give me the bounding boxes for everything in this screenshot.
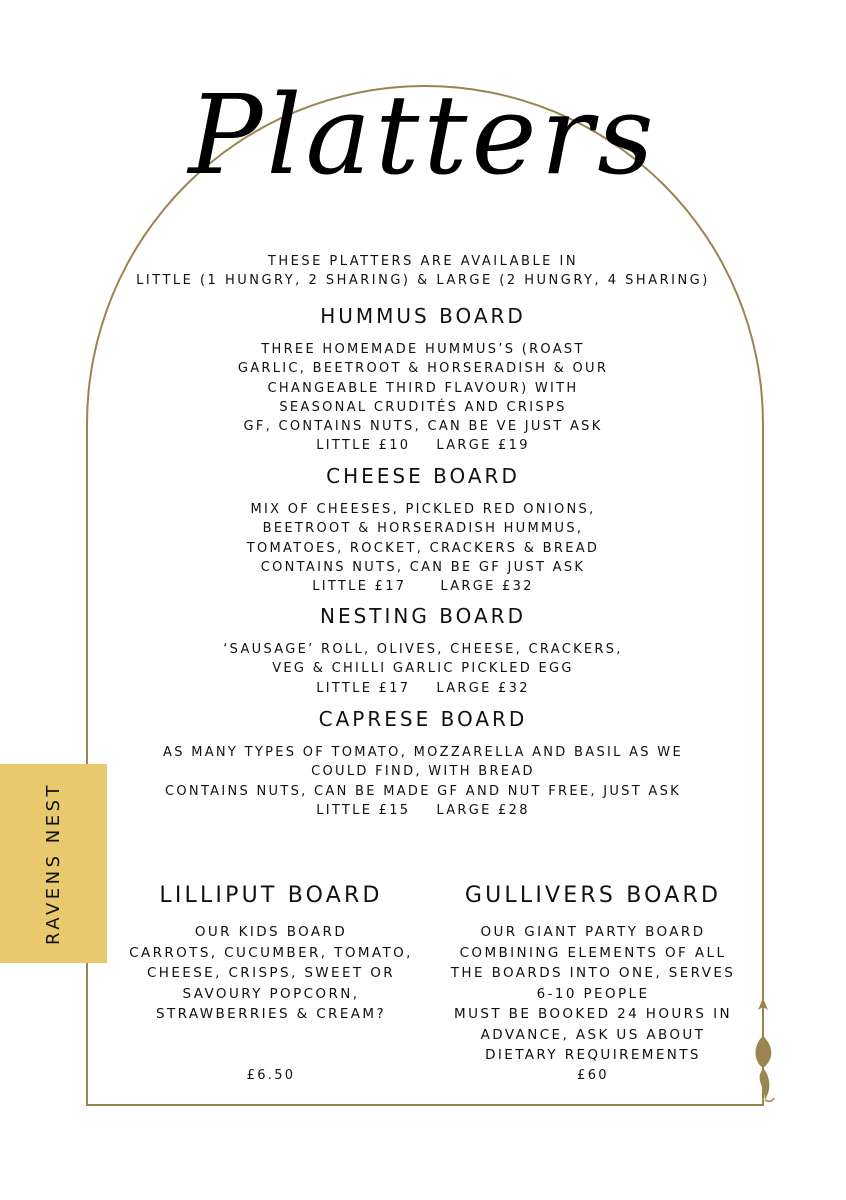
little-price: LITTLE £15	[316, 802, 411, 818]
nesting-board-heading: NESTING BOARD	[320, 604, 526, 628]
hummus-board-description	[110, 340, 736, 436]
hummus-board-heading: HUMMUS BOARD	[320, 304, 526, 328]
description-line: 6-10 PEOPLE	[536, 985, 650, 1002]
lilliput-board-description	[118, 922, 424, 1025]
gold-flourish-icon	[748, 996, 778, 1106]
lilliput-board-section	[118, 884, 424, 1025]
large-price: LARGE £32	[440, 579, 534, 595]
cheese-board-price	[110, 577, 736, 596]
description-line: CHANGEABLE THIRD FLAVOUR) WITH	[267, 380, 579, 396]
cheese-board-section	[110, 464, 736, 596]
hummus-board-section	[110, 304, 736, 456]
large-price: LARGE £32	[436, 680, 530, 696]
description-line: CONTAINS NUTS, CAN BE GF JUST ASK	[260, 559, 586, 575]
description-line: SEASONAL CRUDITÉS AND CRISPS	[279, 399, 567, 415]
description-line: MUST BE BOOKED 24 HOURS IN	[454, 1006, 732, 1022]
lilliput-board-price: £6.50	[246, 1068, 296, 1083]
cheese-board-description	[110, 500, 736, 577]
caprese-board-description	[90, 743, 756, 801]
page-title: Platters	[188, 71, 658, 199]
description-line: STRAWBERRIES & CREAM?	[155, 1006, 387, 1022]
description-line: VEG & CHILLI GARLIC PICKLED EGG	[272, 661, 574, 677]
cheese-board-heading: CHEESE BOARD	[326, 464, 520, 488]
caprese-board-section	[90, 707, 756, 820]
hummus-board-price	[110, 436, 736, 455]
description-line: TOMATOES, ROCKET, CRACKERS & BREAD	[246, 540, 600, 556]
description-line: ‘SAUSAGE’ ROLL, OLIVES, CHEESE, CRACKERS,	[223, 642, 623, 657]
description-line: SAVOURY POPCORN,	[182, 985, 360, 1002]
lilliput-board-heading: LILLIPUT BOARD	[159, 883, 383, 908]
nesting-board-description	[110, 640, 736, 679]
description-line: CONTAINS NUTS, CAN BE MADE GF AND NUT FREE, JUST ASK	[165, 783, 681, 799]
gullivers-board-section	[440, 884, 746, 1066]
description-line: MIX OF CHEESES, PICKLED RED ONIONS,	[250, 502, 596, 517]
description-line: CHEESE, CRISPS, SWEET OR	[146, 965, 396, 981]
intro-line-2: LITTLE (1 HUNGRY, 2 SHARING) & LARGE (2 HUNGRY, 4 SHARING)	[136, 273, 710, 288]
description-line: THREE HOMEMADE HUMMUS’S (ROAST	[261, 342, 585, 357]
nesting-board-price	[110, 679, 736, 698]
nesting-board-section	[110, 604, 736, 698]
description-line: BEETROOT & HORSERADISH HUMMUS,	[262, 521, 584, 537]
ravens-nest-tab	[0, 764, 107, 963]
description-line: CARROTS, CUCUMBER, TOMATO,	[129, 944, 413, 961]
description-line: GARLIC, BEETROOT & HORSERADISH & OUR	[237, 361, 609, 377]
little-price: LITTLE £17	[312, 579, 407, 595]
gullivers-board-price: £60	[577, 1068, 609, 1083]
little-price: LITTLE £17	[316, 680, 411, 696]
description-line: GF, CONTAINS NUTS, CAN BE VE JUST ASK	[243, 419, 603, 435]
little-price: LITTLE £10	[316, 438, 411, 454]
description-line: OUR GIANT PARTY BOARD	[480, 924, 706, 940]
caprese-board-price	[90, 801, 756, 820]
description-line: DIETARY REQUIREMENTS	[485, 1047, 701, 1063]
caprese-board-heading: CAPRESE BOARD	[318, 707, 528, 731]
intro-line-1: THESE PLATTERS ARE AVAILABLE IN	[267, 254, 579, 269]
large-price: LARGE £28	[436, 802, 530, 818]
description-line: THE BOARDS INTO ONE, SERVES	[450, 965, 736, 981]
description-line: ADVANCE, ASK US ABOUT	[480, 1026, 706, 1043]
large-price: LARGE £19	[436, 438, 530, 454]
gullivers-board-heading: GULLIVERS BOARD	[464, 883, 722, 908]
description-line: COMBINING ELEMENTS OF ALL	[459, 944, 727, 961]
intro	[110, 252, 736, 290]
description-line: COULD FIND, WITH BREAD	[311, 764, 535, 780]
description-line: OUR KIDS BOARD	[194, 924, 348, 940]
gullivers-board-description	[440, 922, 746, 1066]
arch-base-line	[86, 1104, 764, 1106]
description-line: AS MANY TYPES OF TOMATO, MOZZARELLA AND BASIL AS WE	[163, 745, 683, 760]
ravens-nest-label: RAVENS NEST	[43, 782, 64, 945]
